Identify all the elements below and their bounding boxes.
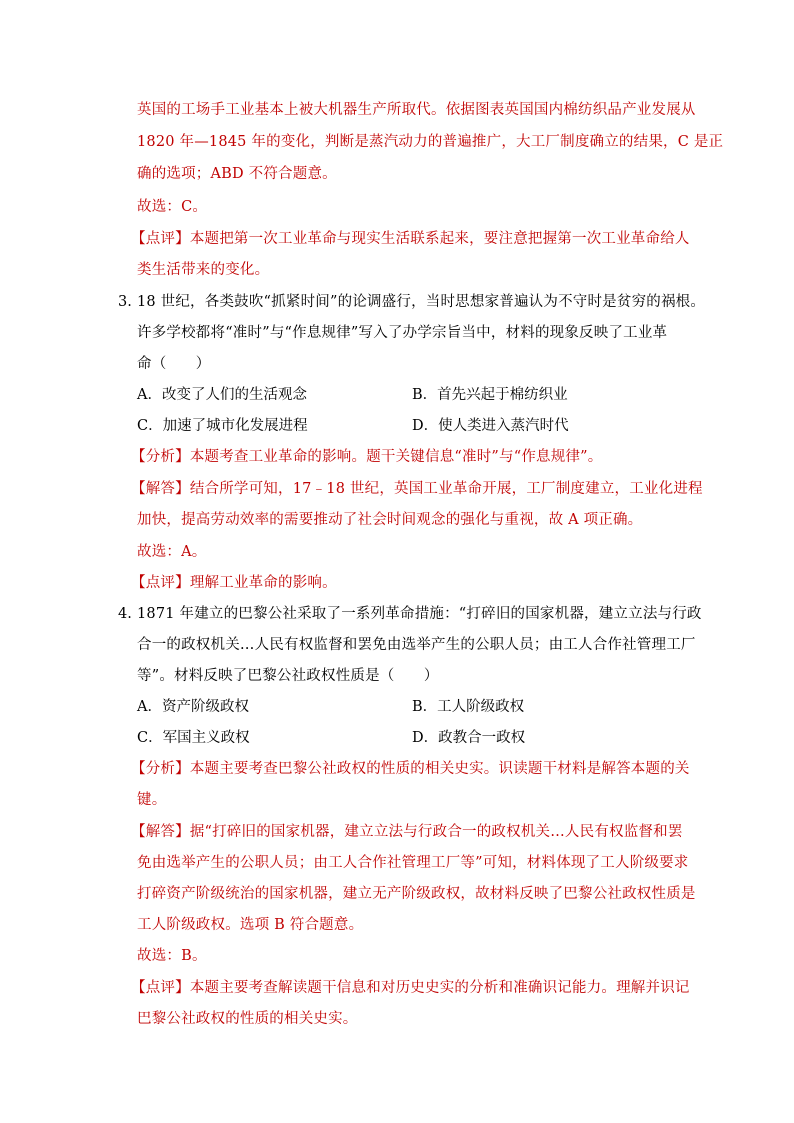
comment-tag: 【点评】 [131, 575, 190, 591]
question-3-answer: 故选：A。 [137, 544, 207, 560]
question-3-solution-1: 【解答】结合所学可知，17﹣18 世纪，英国工业革命开展，工厂制度建立，工业化进程 [131, 481, 703, 497]
question-3-option-b: B．首先兴起于棉纺织业 [412, 387, 568, 403]
comment-tag: 【点评】 [131, 231, 190, 247]
question-4-stem-3: 等”。材料反映了巴黎公社政权性质是（ ） [137, 668, 439, 684]
question-3-stem-1: 18 世纪，各类鼓吹“抓紧时间”的论调盛行，当时思想家普遍认为不守时是贫穷的祸根。 [137, 294, 706, 310]
question-4-number: 4. [118, 606, 132, 622]
question-4-comment-2: 巴黎公社政权的性质的相关史实。 [137, 1011, 358, 1027]
question-4-solution-1: 【解答】据“打碎旧的国家机器，建立立法与行政合一的政权机关…人民有权监督和罢 [131, 824, 683, 840]
question-4-solution-2: 免由选举产生的公职人员；由工人合作社管理工厂等”可知，材料体现了工人阶级要求 [137, 855, 689, 871]
analysis-tag: 【分析】 [131, 449, 190, 465]
question-3-stem-3: 命（ ） [137, 356, 211, 372]
question-4-solution-3: 打碎资产阶级统治的国家机器，建立无产阶级政权，故材料反映了巴黎公社政权性质是 [137, 886, 696, 902]
question-4-option-b: B．工人阶级政权 [412, 699, 525, 715]
question-4-option-d: D．政教合一政权 [412, 730, 526, 746]
question-4-analysis-1: 【分析】本题主要考查巴黎公社政权的性质的相关史实。识读题干材料是解答本题的关 [131, 761, 690, 777]
question-4-solution-4: 工人阶级政权。选项 B 符合题意。 [137, 917, 364, 933]
solution-tag: 【解答】 [131, 481, 190, 497]
prev-comment-line-1: 【点评】本题把第一次工业革命与现实生活联系起来，要注意把握第一次工业革命给人 [131, 231, 690, 247]
question-4-stem-1: 1871 年建立的巴黎公社采取了一系列革命措施：“打碎旧的国家机器，建立立法与行政 [137, 606, 702, 622]
question-3-number: 3. [118, 294, 132, 310]
question-3-stem-2: 许多学校都将“准时”与“作息规律”写入了办学宗旨当中，材料的现象反映了工业革 [137, 325, 668, 341]
question-3-option-a: A．改变了人们的生活观念 [137, 387, 307, 403]
prev-solution-line-1: 英国的工场手工业基本上被大机器生产所取代。依据图表英国国内棉纺织品产业发展从 [137, 102, 696, 118]
comment-tag: 【点评】 [131, 980, 190, 996]
question-3-analysis: 【分析】本题考查工业革命的影响。题干关键信息“准时”与“作息规律”。 [131, 449, 603, 465]
question-4-stem-2: 合一的政权机关…人民有权监督和罢免由选举产生的公职人员；由工人合作社管理工厂 [137, 637, 696, 653]
question-3-comment: 【点评】理解工业革命的影响。 [131, 575, 337, 591]
question-4-option-a: A．资产阶级政权 [137, 699, 249, 715]
question-3-option-c: C．加速了城市化发展进程 [137, 418, 308, 434]
prev-comment-line-2: 类生活带来的变化。 [137, 262, 270, 278]
question-3-option-d: D．使人类进入蒸汽时代 [412, 418, 569, 434]
prev-solution-line-3: 确的选项；ABD 不符合题意。 [137, 166, 337, 182]
question-4-analysis-2: 键。 [137, 792, 167, 808]
prev-answer: 故选：C。 [137, 199, 208, 215]
question-4-option-c: C．军国主义政权 [137, 730, 250, 746]
solution-tag: 【解答】 [131, 824, 190, 840]
question-4-answer: 故选：B。 [137, 948, 207, 964]
question-4-comment-1: 【点评】本题主要考查解读题干信息和对历史史实的分析和准确识记能力。理解并识记 [131, 980, 690, 996]
analysis-tag: 【分析】 [131, 761, 190, 777]
prev-solution-line-2: 1820 年—1845 年的变化，判断是蒸汽动力的普遍推广，大工厂制度确立的结果，C 是正 [137, 134, 724, 150]
question-3-solution-2: 加快，提高劳动效率的需要推动了社会时间观念的强化与重视，故 A 项正确。 [137, 512, 643, 528]
